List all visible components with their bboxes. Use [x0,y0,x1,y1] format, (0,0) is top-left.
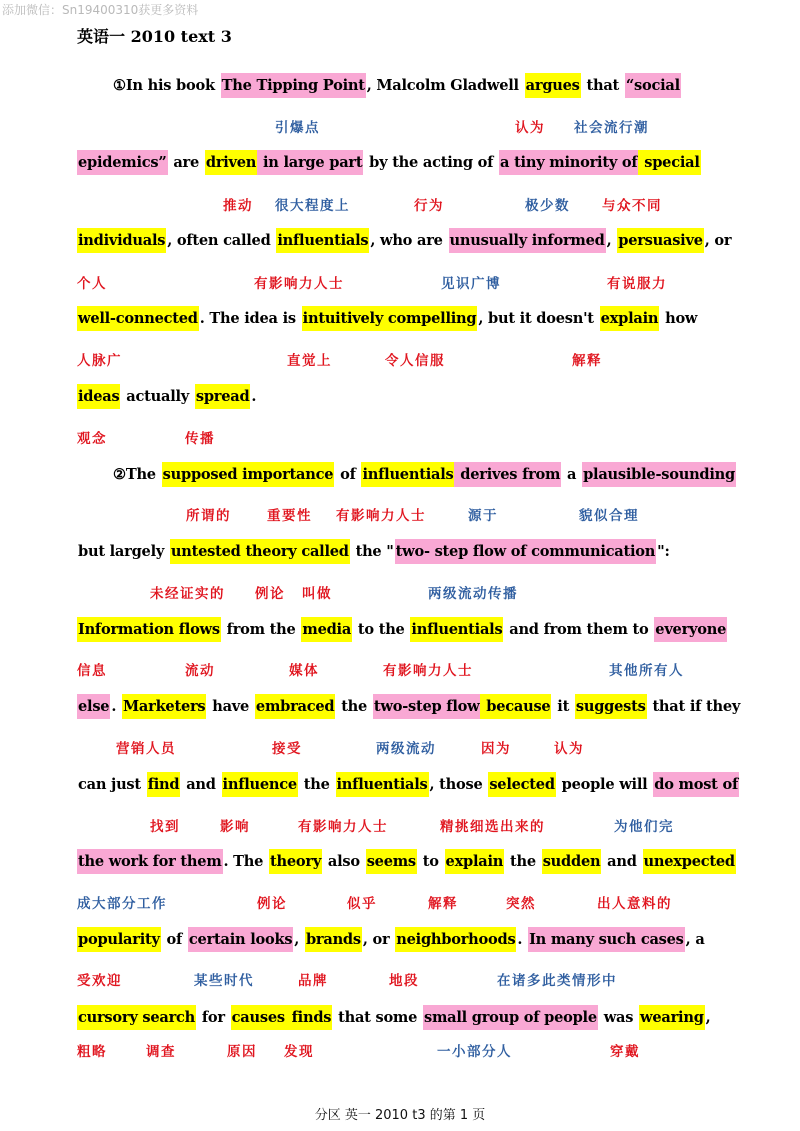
passage-text: are [168,154,204,171]
chinese-annotation: 穿戴 [610,1044,640,1060]
yellow-highlight: untested theory called [170,539,350,564]
yellow-highlight: selected [488,772,555,797]
annotation-row [0,659,800,683]
chinese-annotation: 有影响力人士 [254,276,344,292]
yellow-highlight: influence [222,772,298,797]
annotation-row [0,272,800,296]
chinese-annotation: 成大部分工作 [77,896,167,912]
chinese-annotation: 所谓的 [186,508,231,524]
yellow-highlight: special [638,150,700,175]
passage-line [77,149,727,176]
chinese-annotation: 一小部分人 [437,1044,512,1060]
passage-text: of [161,931,187,948]
passage-text: a [562,466,582,483]
annotation-row [0,969,800,993]
passage-text: have [207,698,254,715]
chinese-annotation: 为他们完 [614,819,674,835]
yellow-highlight: explain [445,849,505,874]
yellow-highlight: because [480,694,551,719]
chinese-annotation: 很大程度上 [275,198,350,214]
yellow-highlight: unexpected [643,849,736,874]
chinese-annotation: 令人信服 [385,353,445,369]
yellow-highlight: suggests [575,694,647,719]
chinese-annotation: 原因 [227,1044,257,1060]
pink-highlight: a tiny minority of [499,150,638,175]
passage-text: it [552,698,574,715]
chinese-annotation: 有说服力 [607,276,667,292]
passage-text: ": [657,543,670,560]
chinese-annotation: 品牌 [298,973,328,989]
passage-line [77,383,727,410]
passage-text: and from them to [504,621,654,638]
chinese-annotation: 接受 [272,741,302,757]
yellow-highlight: spread [195,384,251,409]
yellow-highlight: intuitively compelling [302,306,478,331]
pink-highlight: the work for them [77,849,223,874]
passage-line [77,926,727,953]
passage-text: , or [362,931,395,948]
chinese-annotation: 似乎 [347,896,377,912]
chinese-annotation: 认为 [515,120,545,136]
chinese-annotation: 地段 [389,973,419,989]
chinese-annotation: 未经证实的 [150,586,225,602]
yellow-highlight: influentials [361,462,454,487]
annotation-row [0,582,800,606]
passage-text: , often called [167,232,276,249]
yellow-highlight: sudden [542,849,602,874]
chinese-annotation: 个人 [77,276,107,292]
passage-text: , [294,931,304,948]
passage-text: , [606,232,617,249]
pink-highlight: else [77,694,110,719]
passage-text: , but it doesn't [478,310,599,327]
chinese-annotation: 出人意料的 [597,896,672,912]
annotation-row [0,815,800,839]
yellow-highlight: supposed importance [162,462,335,487]
chinese-annotation: 传播 [185,431,215,447]
yellow-highlight: media [301,617,352,642]
pink-highlight: “social [625,73,681,98]
pink-highlight: plausible-sounding [582,462,736,487]
passage-text: the " [350,543,394,560]
chinese-annotation: 貌似合理 [579,508,639,524]
chinese-annotation: 两级流动 [376,741,436,757]
chinese-annotation: 在诸多此类情形中 [497,973,617,989]
passage-text: of [335,466,361,483]
chinese-annotation: 信息 [77,663,107,679]
passage-text: also [323,853,365,870]
pink-highlight: derives from [454,462,561,487]
passage-line [77,616,727,643]
annotation-row [0,427,800,451]
yellow-highlight: explain [600,306,660,331]
yellow-highlight: individuals [77,228,166,253]
chinese-annotation: 有影响力人士 [336,508,426,524]
annotation-row [0,116,800,140]
chinese-annotation: 发现 [284,1044,314,1060]
passage-text: by the acting of [364,154,499,171]
yellow-highlight: influentials [336,772,429,797]
passage-text: , [705,1009,711,1026]
pink-highlight: two-step flow [373,694,481,719]
passage-text: , who are [370,232,448,249]
passage-text: can just [78,776,146,793]
passage-text: but largely [78,543,169,560]
yellow-highlight: finds [286,1005,332,1030]
passage-text: . [111,698,122,715]
passage-line [77,1004,727,1031]
chinese-annotation: 例论 [255,586,285,602]
chinese-annotation: 其他所有人 [609,663,684,679]
passage-text: , or [704,232,732,249]
passage-text: , Malcolm Gladwell [366,77,524,94]
yellow-highlight: Information flows [77,617,221,642]
yellow-highlight: driven [205,150,257,175]
passage-text: that if they [647,698,741,715]
passage-text: the [298,776,335,793]
pink-highlight: everyone [654,617,727,642]
chinese-annotation: 受欢迎 [77,973,122,989]
pink-highlight: in large part [257,150,363,175]
passage-text: . The idea is [199,310,301,327]
chinese-annotation: 叫做 [302,586,332,602]
chinese-annotation: 突然 [506,896,536,912]
pink-highlight: certain looks [188,927,293,952]
pink-highlight: two- step flow of communication [395,539,656,564]
chinese-annotation: 有影响力人士 [298,819,388,835]
chinese-annotation: 极少数 [525,198,570,214]
chinese-annotation: 营销人员 [116,741,176,757]
chinese-annotation: 有影响力人士 [383,663,473,679]
pink-highlight: epidemics” [77,150,168,175]
passage-text: from the [221,621,301,638]
passage-line [77,693,741,720]
yellow-highlight: find [147,772,181,797]
yellow-highlight: influentials [410,617,503,642]
passage-text: that [581,77,624,94]
watermark-text: 添加微信：Sn19400310获更多资料 [2,3,199,17]
chinese-annotation: 某些时代 [194,973,254,989]
chinese-annotation: 媒体 [289,663,319,679]
chinese-annotation: 重要性 [267,508,312,524]
passage-line [77,538,727,565]
passage-line [77,771,738,798]
passage-line [77,227,732,254]
passage-text: to the [353,621,410,638]
chinese-annotation: 观念 [77,431,107,447]
yellow-highlight: wearing [639,1005,705,1030]
annotation-row [0,349,800,373]
passage-text: ①In his book [113,77,220,94]
annotation-row [0,892,800,916]
chinese-annotation: 行为 [414,198,444,214]
yellow-highlight: influentials [276,228,369,253]
chinese-annotation: 粗略 [77,1044,107,1060]
passage-line [112,72,762,99]
chinese-annotation: 解释 [428,896,458,912]
yellow-highlight: persuasive [617,228,704,253]
yellow-highlight: brands [305,927,362,952]
document-title: 英语一 2010 text 3 [77,27,232,46]
chinese-annotation: 调查 [146,1044,176,1060]
yellow-highlight: argues [525,73,581,98]
passage-text: , a [685,931,705,948]
annotation-row [0,194,800,218]
passage-text: to [417,853,444,870]
yellow-highlight: causes [231,1005,286,1030]
chinese-annotation: 影响 [220,819,250,835]
chinese-annotation: 人脉广 [77,353,122,369]
chinese-annotation: 找到 [150,819,180,835]
passage-text: . The [223,853,269,870]
passage-text: actually [121,388,194,405]
pink-highlight: small group of people [423,1005,598,1030]
chinese-annotation: 认为 [554,741,584,757]
chinese-annotation: 流动 [185,663,215,679]
passage-text: , those [429,776,488,793]
passage-text: ②The [113,466,161,483]
pink-highlight: The Tipping Point [221,73,366,98]
passage-text: and [181,776,221,793]
passage-text: that some [333,1009,422,1026]
chinese-annotation: 见识广博 [441,276,501,292]
chinese-annotation: 两级流动传播 [428,586,518,602]
chinese-annotation: 与众不同 [602,198,662,214]
yellow-highlight: well-connected [77,306,199,331]
chinese-annotation: 引爆点 [275,120,320,136]
annotation-row [0,737,800,761]
yellow-highlight: embraced [255,694,335,719]
chinese-annotation: 解释 [572,353,602,369]
page-footer: 分区 英一 2010 t3 的第 1 页 [314,1108,486,1123]
yellow-highlight: ideas [77,384,120,409]
passage-text: was [598,1009,639,1026]
passage-text: the [336,698,372,715]
yellow-highlight: popularity [77,927,161,952]
passage-text: . [251,388,257,405]
passage-line [77,305,727,332]
chinese-annotation: 因为 [481,741,511,757]
yellow-highlight: theory [269,849,322,874]
chinese-annotation: 例论 [257,896,287,912]
chinese-annotation: 社会流行潮 [574,120,649,136]
passage-text: and [602,853,642,870]
yellow-highlight: Marketers [122,694,206,719]
passage-line [112,461,762,488]
passage-text: people will [556,776,653,793]
passage-text: for [197,1009,230,1026]
passage-text: how [660,310,698,327]
annotation-row [0,1040,800,1064]
pink-highlight: do most of [653,772,739,797]
passage-text: . [517,931,528,948]
annotation-row [0,504,800,528]
yellow-highlight: cursory search [77,1005,196,1030]
passage-text: the [505,853,541,870]
yellow-highlight: neighborhoods [395,927,516,952]
chinese-annotation: 精挑细选出来的 [440,819,545,835]
pink-highlight: In many such cases [528,927,685,952]
chinese-annotation: 推动 [223,198,253,214]
pink-highlight: unusually informed [449,228,606,253]
chinese-annotation: 源于 [468,508,498,524]
chinese-annotation: 直觉上 [287,353,332,369]
passage-line [77,848,735,875]
yellow-highlight: seems [366,849,417,874]
